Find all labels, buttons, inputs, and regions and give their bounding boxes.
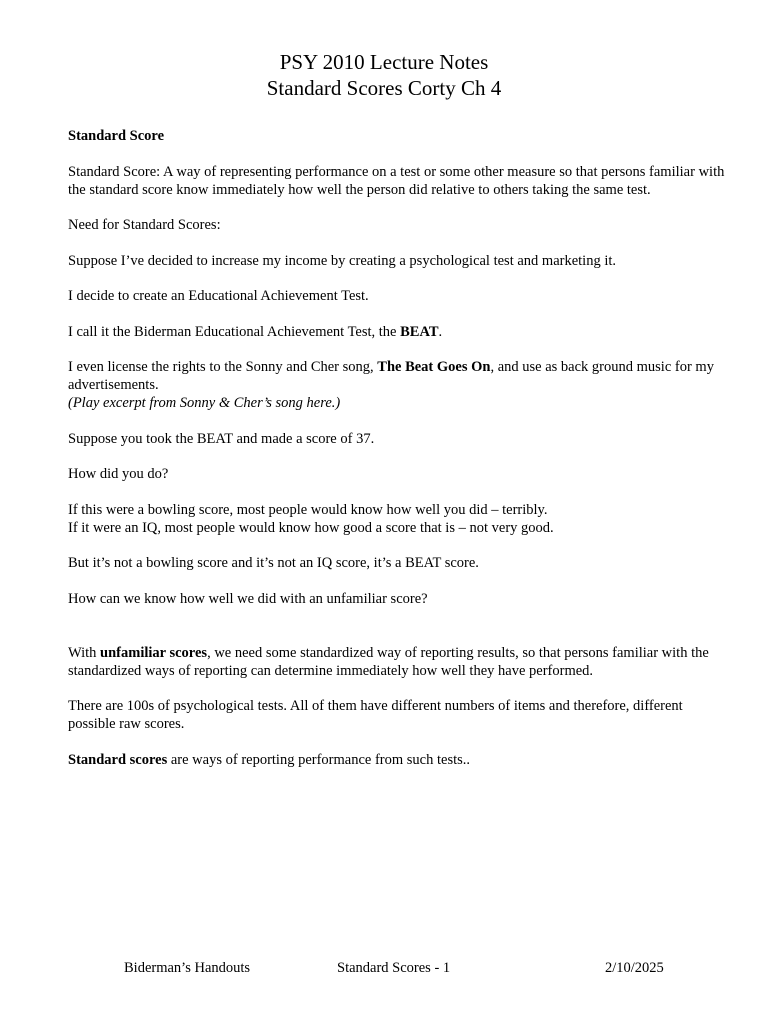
- need-heading: Need for Standard Scores:: [68, 217, 221, 233]
- section-heading: [68, 127, 728, 145]
- play-excerpt-text: (Play excerpt from Sonny & Cher’s song here.): [68, 395, 341, 411]
- paragraph-iq: If it were an IQ, most people would know how good a score that is – not very good.: [68, 519, 554, 536]
- paragraph-not-bowling: But it’s not a bowling score and it’s not an IQ score, it’s a BEAT score.: [68, 555, 479, 571]
- unfamiliar-text-end: , we need some standardized way of reporting results, so that persons familiar with the standardized ways of reporting can determine immediately how well they have performed.: [68, 644, 709, 679]
- paragraph-how-know: How can we know how well we did with an unfamiliar score?: [68, 590, 428, 607]
- page-title: PSY 2010 Lecture Notes: [279, 50, 489, 74]
- definition-paragraph: [68, 163, 728, 199]
- paragraph-decide: I decide to create an Educational Achievement Test.: [68, 288, 369, 304]
- paragraph-100s-tests: There are 100s of psychological tests. All of them have different numbers of items and therefore, different possible raw scores.: [68, 698, 683, 732]
- play-excerpt-note: [68, 394, 728, 412]
- definition-text: A way of representing performance on a test or some other measure so that persons familiar with the standard score know immediately how well the person did relative to others taking the same test.: [68, 163, 725, 198]
- call-it-text: I call it the Biderman Educational Achievement Test, the: [68, 323, 401, 340]
- unfamiliar-text-start: With: [68, 644, 101, 661]
- definition-label: Standard Score:: [68, 163, 164, 180]
- paragraph-unfamiliar: [68, 644, 728, 680]
- footer-date: 2/10/2025: [605, 960, 664, 976]
- paragraph-call-it: [68, 323, 728, 341]
- section-heading-text: Standard Score: [68, 128, 165, 144]
- standard-scores-term: Standard scores: [68, 751, 168, 768]
- unfamiliar-scores-term: unfamiliar scores: [100, 644, 208, 661]
- license-text-start: I even license the rights to the Sonny and Cher song,: [68, 359, 378, 375]
- page-subtitle: Standard Scores Corty Ch 4: [266, 76, 502, 100]
- standard-scores-text: are ways of reporting performance from such tests..: [167, 751, 471, 768]
- call-it-period: .: [438, 323, 443, 340]
- document-body: [68, 127, 728, 769]
- paragraph-suppose-income: Suppose I’ve decided to increase my income by creating a psychological test and marketing it.: [68, 252, 617, 269]
- paragraph-how-did: How did you do?: [68, 466, 169, 482]
- footer-page-label: Standard Scores - 1: [337, 960, 451, 976]
- paragraph-license: [68, 358, 728, 394]
- paragraph-standard-scores: [68, 751, 728, 769]
- footer-left: Biderman’s Handouts: [124, 960, 251, 976]
- paragraph-bowling: If this were a bowling score, most people would know how well you did – terribly.: [68, 501, 548, 518]
- license-text-end: , and use as back ground music for my advertisements.: [68, 359, 714, 393]
- beat-acronym: BEAT: [400, 323, 439, 340]
- song-title: The Beat Goes On: [377, 359, 491, 375]
- paragraph-took-beat: Suppose you took the BEAT and made a score of 37.: [68, 430, 375, 447]
